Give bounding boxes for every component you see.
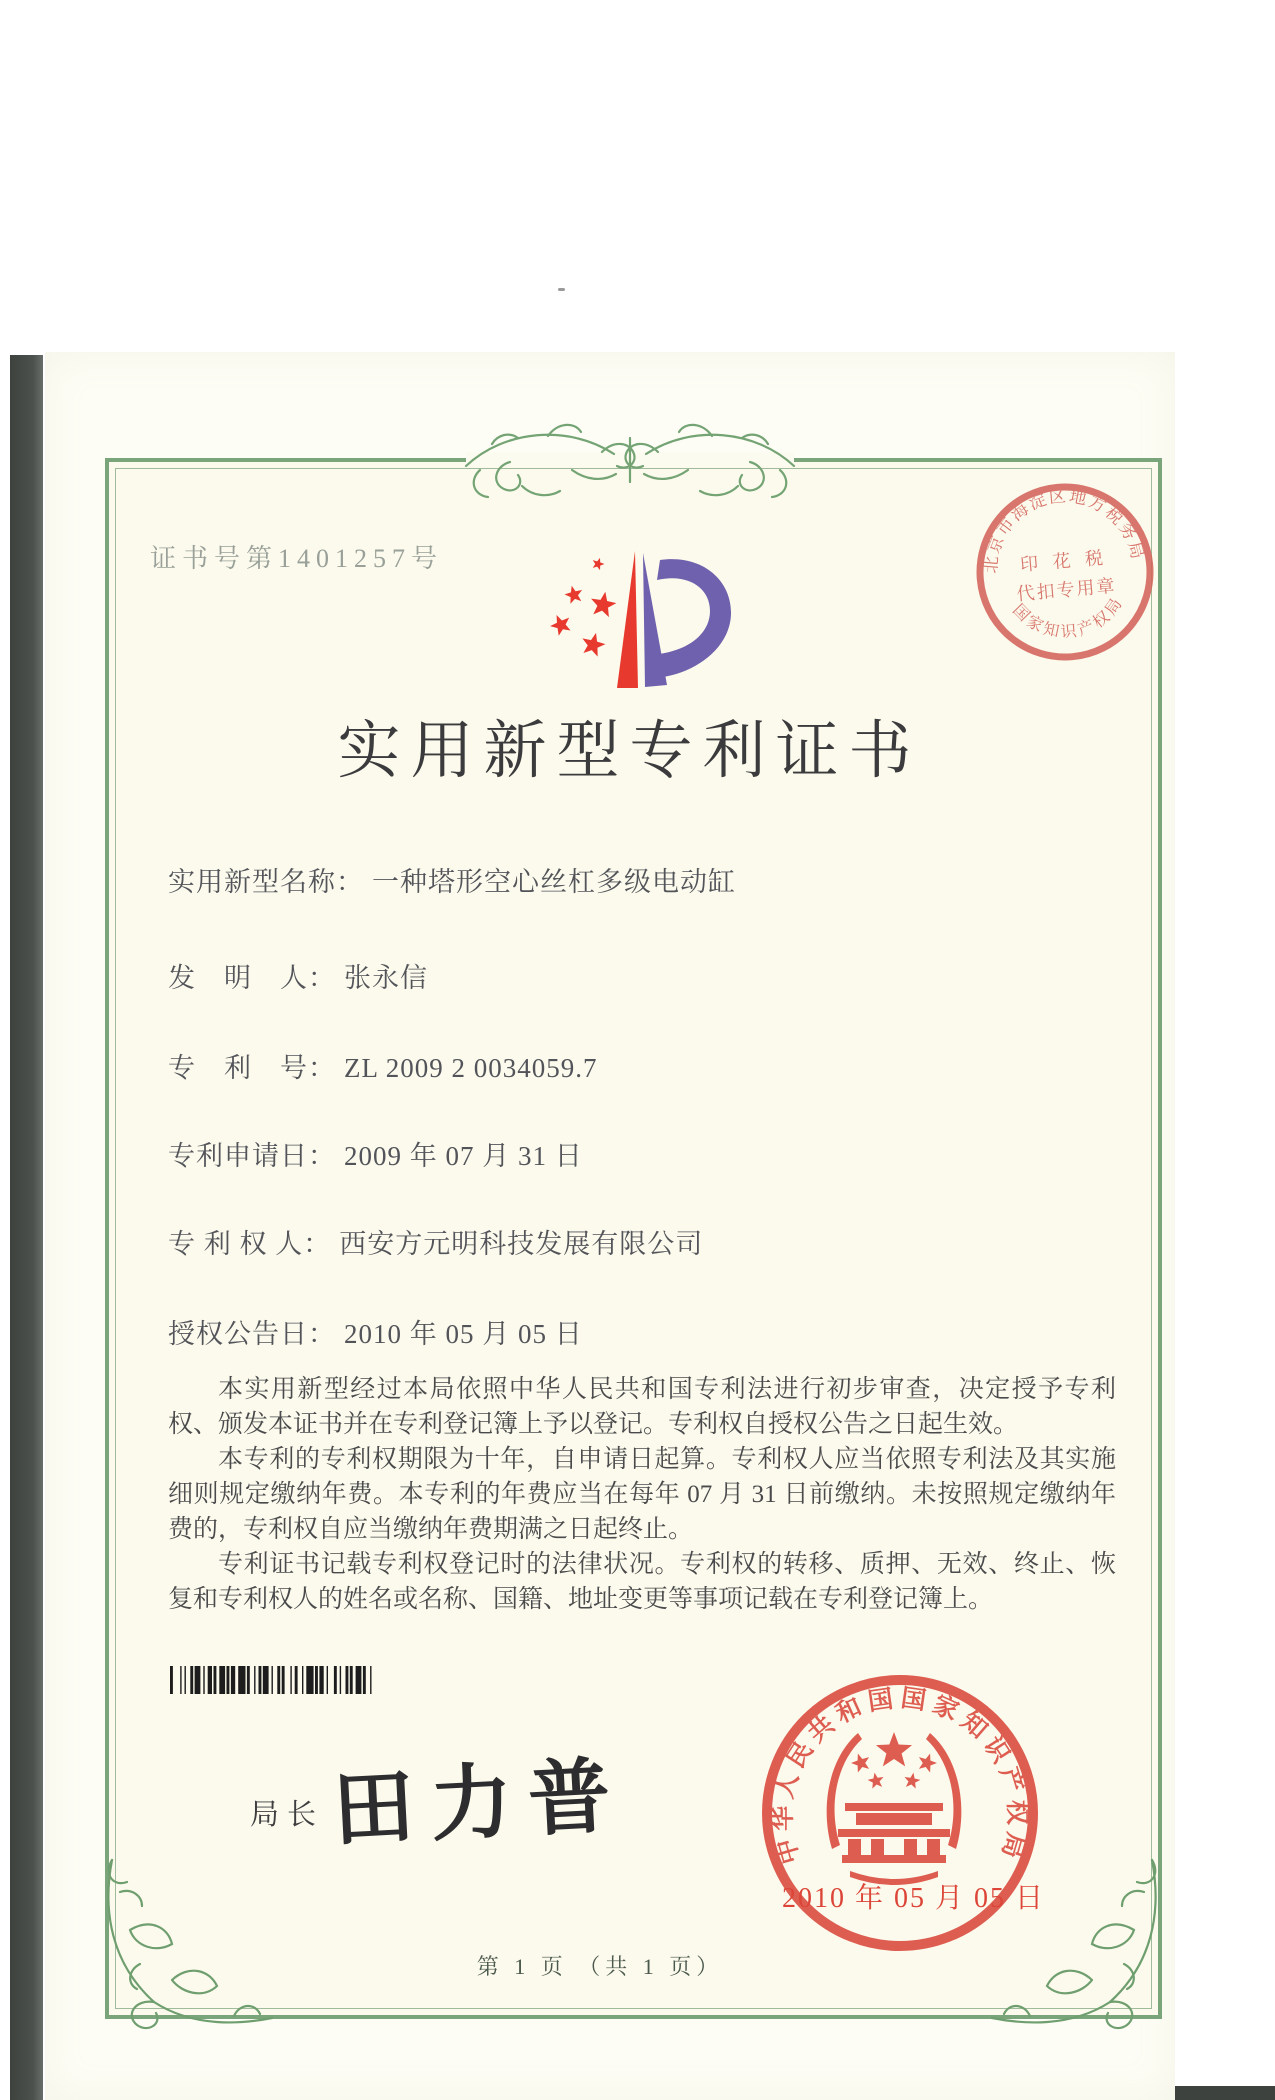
field-row-grant-date — [168, 1312, 1118, 1351]
office-seal-ring-text: 中华人民共和国国家知识产权局 — [769, 1685, 1031, 1867]
barcode — [170, 1664, 548, 1696]
tax-stamp-bottom-arc: 国家知识产权局 — [1009, 593, 1128, 642]
field-label: 发 明 人： — [168, 963, 336, 993]
tax-stamp-line1: 印 花 税 — [1019, 547, 1109, 575]
field-value: 一种塔形空心丝杠多级电动缸 — [372, 867, 736, 897]
tax-stamp-top-arc: 北京市海淀区地方税务局 — [981, 486, 1148, 574]
body-paragraph: 本专利的专利权期限为十年，自申请日起算。专利权人应当依照专利法及其实施细则规定缴纳年费。本专利的年费应当在每年 07 月 31 日前缴纳。未按照规定缴纳年费的，专利权自应当缴纳年费期满之日起终止。 — [168, 1446, 1116, 1543]
field-value: 2010 年 05 月 05 日 — [344, 1319, 583, 1349]
field-label: 授权公告日： — [168, 1319, 336, 1349]
field-value: 张永信 — [344, 963, 428, 993]
field-row-inventor — [168, 956, 1118, 995]
director-signature: 田力普 — [330, 1750, 629, 1857]
field-value: ZL 2009 2 0034059.7 — [344, 1053, 598, 1083]
certificate-number: 证书号第1401257号 — [150, 544, 444, 573]
body-text — [168, 1372, 1116, 1617]
field-row-patent-no — [168, 1046, 1118, 1085]
tax-stamp — [958, 465, 1172, 679]
field-value: 西安方元明科技发展有限公司 — [339, 1229, 704, 1259]
field-row-filing-date — [168, 1134, 1118, 1173]
dragon-ornament — [452, 408, 808, 510]
scan-edge-strip-left — [10, 355, 43, 2100]
field-label: 实用新型名称： — [168, 867, 364, 897]
field-label: 专 利 号： — [168, 1053, 336, 1083]
corner-ornament-left — [84, 1852, 279, 2034]
body-paragraph: 专利证书记载专利权登记时的法律状况。专利权的转移、质押、无效、终止、恢复和专利权人的姓名或名称、国籍、地址变更等事项记载在专利登记簿上。 — [168, 1551, 1116, 1613]
cnipa-logo — [536, 542, 736, 697]
field-label: 专 利 权 人： — [168, 1229, 332, 1259]
field-label: 专利申请日： — [168, 1141, 336, 1171]
scan-speck — [558, 288, 565, 291]
page-footer: 第 1 页 （共 1 页） — [476, 1954, 724, 1979]
issue-date: 2010 年 05 月 05 日 — [782, 1883, 1046, 1914]
certificate-title: 实用新型专利证书 — [337, 716, 922, 786]
tax-stamp-line2: 代扣专用章 — [1015, 575, 1118, 605]
field-row-patentee — [168, 1222, 1118, 1261]
director-label: 局长 — [250, 1799, 325, 1831]
field-row-name — [168, 860, 1118, 899]
field-value: 2009 年 07 月 31 日 — [344, 1141, 583, 1171]
body-paragraph: 本实用新型经过本局依照中华人民共和国专利法进行初步审查，决定授予专利权、颁发本证书并在专利登记簿上予以登记。专利权自授权公告之日起生效。 — [168, 1376, 1116, 1438]
